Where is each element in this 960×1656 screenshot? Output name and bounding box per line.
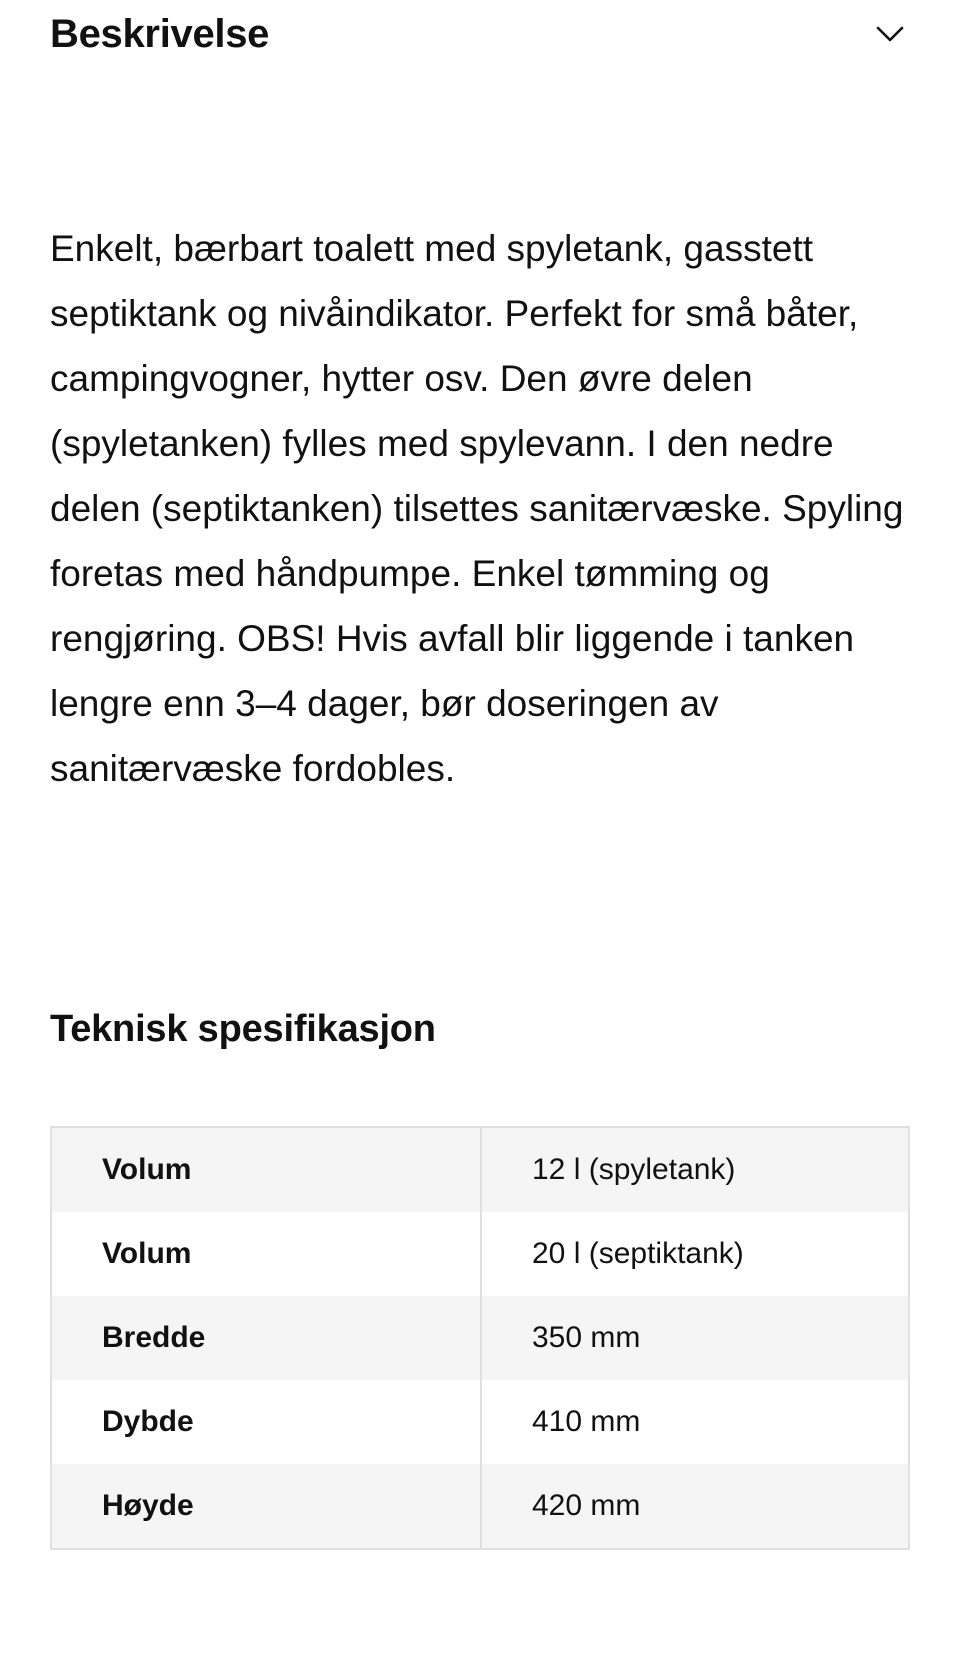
table-row — [51, 1296, 909, 1380]
spec-table — [50, 1126, 910, 1550]
description-title: Beskrivelse — [50, 12, 270, 56]
description-header[interactable] — [50, 0, 910, 68]
spec-value: 20 l (septiktank) — [532, 1237, 744, 1270]
description-text: Enkelt, bærbart toalett med spyletank, gasstett septiktank og nivåindikator. Perfekt for små båter, campingvogner, hytter osv. Den øvre delen (spyletanken) fylles med spylevann. I den nedre delen (septiktanken) tilsettes sanitærvæske. Spyling foretas med håndpumpe. Enkel tømming og rengjøring. OBS! Hvis avfall blir liggende i tanken lengre enn 3–4 dager, bør doseringen av sanitærvæske fordobles. — [50, 228, 904, 789]
chevron-down-icon[interactable] — [874, 18, 906, 50]
table-row — [51, 1380, 909, 1464]
table-row — [51, 1212, 909, 1296]
spec-label: Høyde — [51, 1464, 481, 1549]
spec-value: 420 mm — [481, 1464, 909, 1549]
spec-value: 410 mm — [532, 1405, 641, 1438]
spec-value: 350 mm — [481, 1296, 909, 1380]
spec-value: 12 l (spyletank) — [481, 1127, 909, 1212]
table-row — [51, 1464, 909, 1549]
spec-label: Volum — [51, 1212, 481, 1296]
spec-title: Teknisk spesifikasjon — [50, 1008, 436, 1050]
spec-label: Dybde — [51, 1380, 481, 1464]
spec-label: Bredde — [51, 1296, 481, 1380]
spec-label: Volum — [51, 1127, 481, 1212]
table-row — [51, 1127, 909, 1212]
